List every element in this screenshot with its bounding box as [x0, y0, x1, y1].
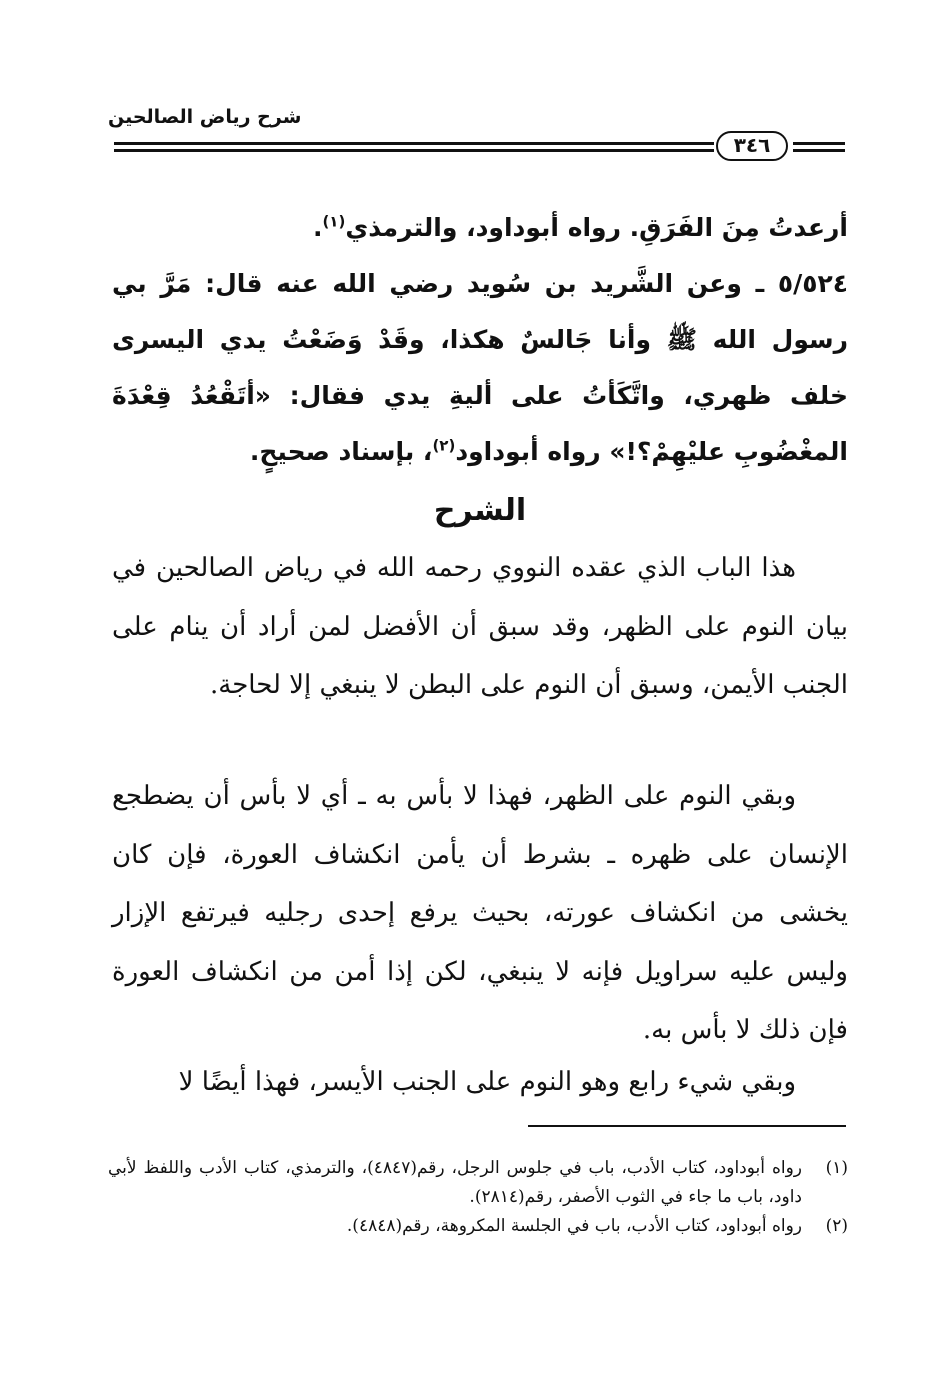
hadith-text-part2: ، بإسناد صحيحٍ. [249, 437, 433, 466]
header-rule [114, 149, 714, 152]
footnote-text: رواه أبوداود، كتاب الأدب، باب في الجلسة المكروهة، رقم(٤٨٤٨). [346, 1216, 802, 1236]
hadith-text-part1: ٥/٥٢٤ ـ وعن الشَّريد بن سُويد رضي الله عنه قال: مَرَّ بي رسول الله ﷺ وأنا جَالسٌ هكذا، وقَدْ وَضَعْتُ يدي اليسرى خلف ظهري، واتَّكَأتُ على أليةِ يدي فقال: «أتَقْعُدُ قِعْدَةَ المغْضُوبِ عليْهِمْ؟!» رواه أبوداود [112, 269, 848, 466]
footnote-number: (٢) [825, 1216, 848, 1236]
header-rule [114, 142, 714, 145]
hadith-paragraph [112, 256, 848, 480]
paragraph-text: وبقي شيء رابع وهو النوم على الجنب الأيسر، فهذا أيضًا لا [178, 1067, 796, 1097]
footnote-separator [528, 1125, 846, 1127]
footnote-number: (١) [825, 1158, 848, 1178]
hadith-text [112, 256, 848, 480]
section-heading: الشرح [433, 493, 527, 528]
commentary-paragraph-1 [112, 539, 848, 715]
commentary-paragraph-3 [112, 1053, 848, 1112]
header-rule [793, 142, 845, 145]
paragraph-text: هذا الباب الذي عقده النووي رحمه الله في رياض الصالحين في بيان النوم على الظهر، وقد سبق أن الأفضل لمن أراد أن ينام على الجنب الأيمن، وسبق أن النوم على البطن لا ينبغي إلا لحاجة. [112, 553, 848, 700]
running-title: شرح رياض الصالحين [108, 106, 302, 128]
hadith-continuation [112, 200, 848, 256]
commentary-paragraph-2 [112, 767, 848, 1060]
header-rule [793, 149, 845, 152]
footnote-marker: (١) [322, 212, 346, 231]
paragraph-text: وبقي النوم على الظهر، فهذا لا بأس به ـ أي لا بأس أن يضطجع الإنسان على ظهره ـ بشرط أن يأمن انكشاف العورة، فإن كان يخشى من انكشاف عورته، بحيث يرفع إحدى رجليه فيرتفع الإزار وليس عليه سراويل فإنه لا ينبغي، لكن إذا أمن من انكشاف العورة فإن ذلك لا بأس به. [112, 781, 848, 1045]
hadith-continuation-end: . [312, 213, 323, 242]
footnote-text: رواه أبوداود، كتاب الأدب، باب في جلوس الرجل، رقم(٤٨٤٧)، والترمذي، كتاب الأدب واللفظ لأبي داود، باب ما جاء في الثوب الأصفر، رقم(٢٨١٤). [108, 1158, 802, 1207]
page-number: ٣٤٦ [716, 131, 788, 161]
footnotes [108, 1154, 848, 1241]
footnote [108, 1212, 848, 1241]
hadith-continuation-text: أرعدتُ مِنَ الفَرَقِ. رواه أبوداود، والترمذي [345, 213, 848, 242]
footnote [108, 1154, 848, 1212]
footnote-marker: (٢) [432, 436, 456, 455]
